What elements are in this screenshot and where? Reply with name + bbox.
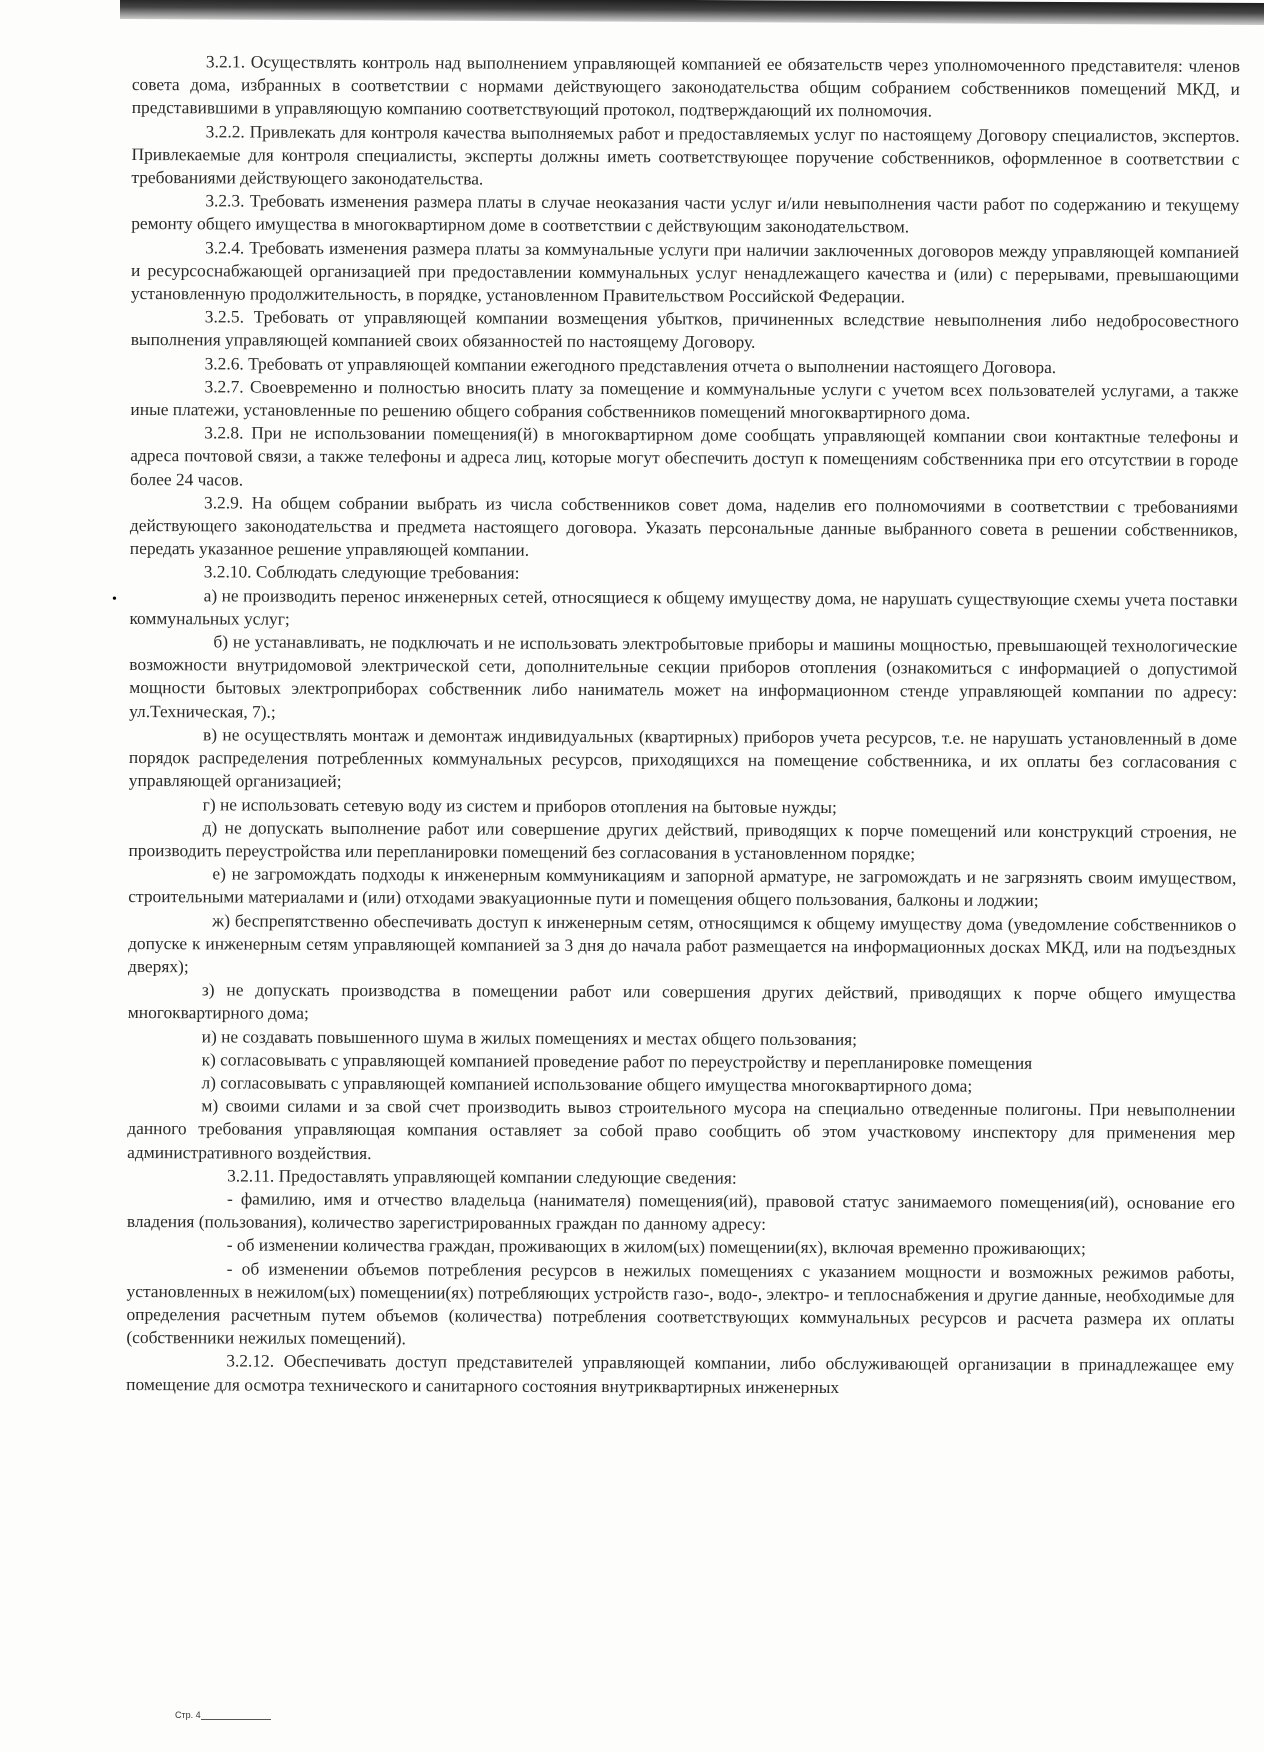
item-l: л) согласовывать с управляющей компанией использование общего имущества многоквартирного дома; <box>201 1072 973 1096</box>
clause-3-2-11-owner: - фамилию, имя и отчество владельца (нанимателя) помещения(ий), правовой статус занимаемого помещения(ий), основание его владения (пользования), количество зарегистрированных граждан по данному адресу: <box>126 1188 1236 1234</box>
item-z: з) не допускать производства в помещении работ или совершения других действий, приводящих к порче общего имущества многоквартирного дома; <box>127 979 1236 1024</box>
signature-line <box>201 1719 271 1720</box>
clause-3-2-9: 3.2.9. На общем собрании выбрать из числа собственников совет дома, наделив его полномочиями в соответствии с требованиями действующего законодательства и предмета настоящего договора. Указать персональные данные выбранного совета в решении собственников, передать указанное решение управляющей компании. <box>129 492 1239 561</box>
item-k: к) согласовывать с управляющей компанией проведение работ по переустройству и перепланировке помещения <box>201 1049 1033 1073</box>
clause-3-2-10: 3.2.10. Соблюдать следующие требования: <box>203 561 520 584</box>
scan-top-edge <box>120 0 1264 25</box>
document-body <box>126 50 1240 1401</box>
page-number: Стр. 4 <box>175 1710 201 1720</box>
item-e: е) не загромождать подходы к инженерным коммуникациям и запорной арматуре, не загромождать и не загрязнять своим имуществом, строительными материалами и (или) отходами эвакуационные пути и помещения общего пользования, балконы и лоджии; <box>128 863 1237 911</box>
clause-3-2-11: 3.2.11. Предоставлять управляющей компании следующие сведения: <box>227 1165 737 1188</box>
clause-3-2-12: 3.2.12. Обеспечивать доступ представителей управляющей компании, либо обслуживающей организации в принадлежащее ему помещение для осмотра технического и санитарного состояния внутриквартирных инженерных <box>126 1350 1235 1397</box>
item-m: м) своими силами и за свой счет производить вывоз строительного мусора на специально отведенные полигоны. При невыполнении данного требования управляющая компания оставляет за собой право сообщить об этом участковому инспектору для применения мер административного воздействия. <box>127 1095 1236 1163</box>
item-v: в) не осуществлять монтаж и демонтаж индивидуальных (квартирных) приборов учета ресурсов, т.е. не нарушать установленный в доме порядок распределения потребленных коммунальных ресурсов, приходящихся на помещение собственника, и их оплаты без согласования с управляющей организацией; <box>128 724 1238 792</box>
item-b: б) не устанавливать, не подключать и не использовать электробытовые приборы и машины мощностью, превышающей технологические возможности внутридомовой электрической сети, дополнительные секции приборов отопления (ознакомиться с информацией о допустимой мощности бытовых электроприборах собственник либо наниматель может на информационном стенде управляющей компании по адресу: ул.Техническая, 7).; <box>129 631 1238 722</box>
clause-3-2-11-consumption: - об изменении объемов потребления ресурсов в нежилых помещениях с указанием мощности и возможных режимов работы, установленных в нежилом(ых) помещении(ях) потребляющих устройств газо-, водо-, электро- и теплоснабжения и другие данные, необходимые для определения расчетным путем объемов (количества) потребления соответствующих коммунальных ресурсов и расчета размера их оплаты (собственники нежилых помещений). <box>126 1257 1235 1349</box>
clause-3-2-7: 3.2.7. Своевременно и полностью вносить плату за помещение и коммунальные услуги с учетом всех пользователей услугами, а также иные платежи, установленные по решению общего собрания собственников помещений многоквартирного дома. <box>130 376 1239 423</box>
item-zh: ж) беспрепятственно обеспечивать доступ к инженерным сетям, относящимся к общему имуществу дома (уведомление собственников о допуске к инженерным сетям управляющей компанией за 3 дня до начала работ размещается на информационных досках МКД, или на подъездных дверях); <box>127 909 1237 977</box>
clause-3-2-5: 3.2.5. Требовать от управляющей компании возмещения убытков, причиненных вследствие невыполнения либо недобросовестного выполнения управляющей компанией своих обязанностей по настоящему Договору. <box>130 306 1239 353</box>
item-i: и) не создавать повышенного шума в жилых помещениях и местах общего пользования; <box>201 1025 858 1049</box>
clause-3-2-6: 3.2.6. Требовать от управляющей компании ежегодного представления отчета о выполнении настоящего Договора. <box>204 352 1057 377</box>
clause-3-2-4: 3.2.4. Требовать изменения размера платы за коммунальные услуги при наличии заключенных договоров между управляющей компанией и ресурсоснабжающей организацией при предоставлении коммунальных услуг ненадлежащего качества и (или) с перерывами, превышающими установленную продолжительность, в порядке, установленном Правительством Российской Федерации. <box>130 236 1240 307</box>
clause-3-2-3: 3.2.3. Требовать изменения размера платы в случае неоказания части услуг и/или невыполнения части работ по содержанию и текущему ремонту общего имущества в многоквартирном доме в соответствии с действующим законодательством. <box>131 190 1240 237</box>
item-a: а) не производить перенос инженерных сетей, относящиеся к общему имуществу дома, не нарушать существующие схемы учета поставки коммунальных услуг; <box>129 584 1238 629</box>
clause-3-2-2: 3.2.2. Привлекать для контроля качества выполняемых работ и предоставляемых услуг по настоящему Договору специалистов, экспертов. Привлекаемые для контроля специалисты, эксперты должны иметь соответствующее поручение собственников, оформленное в соответствии с требованиями действующего законодательства. <box>131 120 1240 189</box>
margin-dot: • <box>112 592 117 607</box>
clause-3-2-1: 3.2.1. Осуществлять контроль над выполнением управляющей компанией ее обязательств через уполномоченного представителя: членов совета дома, избранных в соответствии с нормами действующего законодательства общим собранием собственников помещений МКД, и представившими в управляющую компанию соответствующий протокол, подтверждающий их полномочия. <box>131 51 1240 121</box>
clause-3-2-8: 3.2.8. При не использовании помещения(й) в многоквартирном доме сообщать управляющей компании свои контактные телефоны и адреса почтовой связи, а также телефоны и адреса лиц, которые могут обеспечить доступ к помещениям собственника при его отсутствии в городе более 24 часов. <box>130 422 1239 490</box>
clause-3-2-11-residents: - об изменении количества граждан, проживающих в жилом(ых) помещении(ях), включая временно проживающих; <box>226 1234 1086 1259</box>
item-d: д) не допускать выполнение работ или совершение других действий, приводящих к порче помещений или конструкций строения, не производить переустройства или перепланировки помещений без согласования в установленном порядке; <box>128 817 1237 864</box>
item-g: г) не использовать сетевую воду из систем и приборов отопления на бытовые нужды; <box>202 793 837 817</box>
page-footer <box>175 1710 271 1720</box>
